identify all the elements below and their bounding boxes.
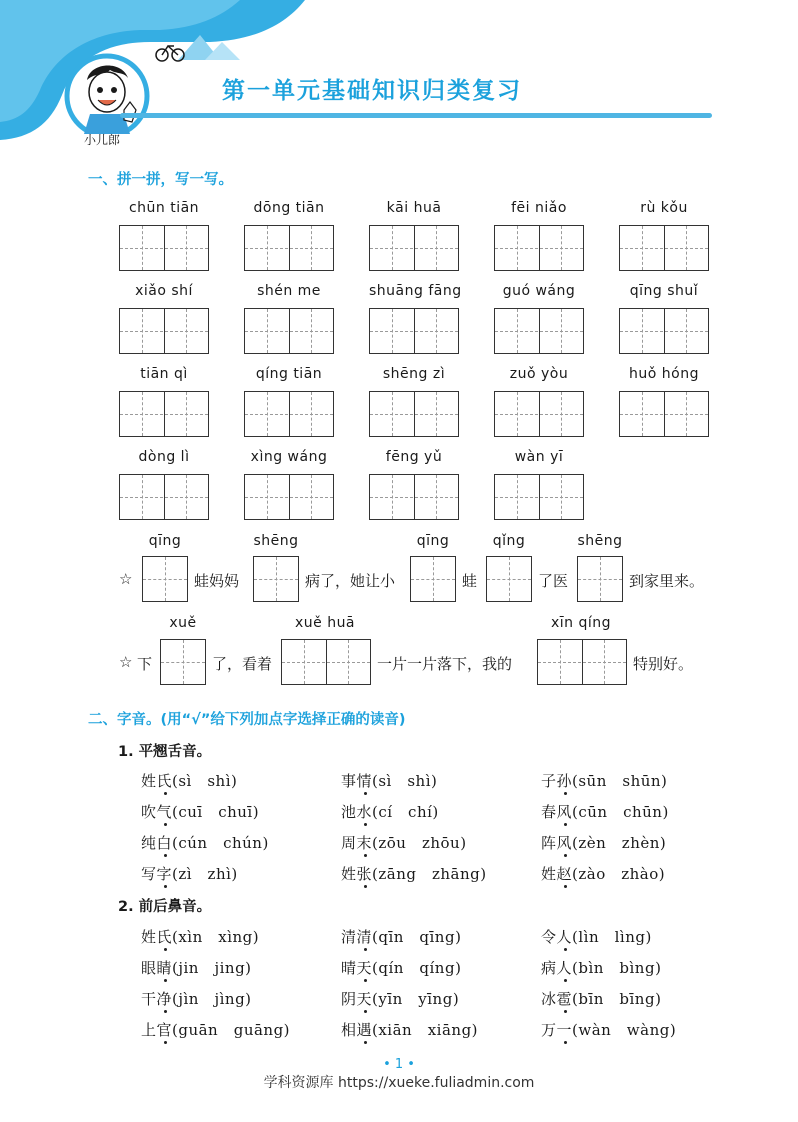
tianzige-box[interactable] — [244, 308, 334, 354]
pinyin-label: xìng wáng — [250, 449, 328, 465]
tianzige-box[interactable] — [494, 391, 584, 437]
answer-box[interactable] — [577, 556, 623, 602]
mascot-illustration — [52, 52, 162, 134]
emphasis-dot — [364, 823, 367, 826]
sentence1-pinyin-1: qīng — [148, 533, 182, 549]
sentence2-text-3: 一片一片落下，我的 — [377, 655, 513, 673]
tianzige-box[interactable] — [369, 225, 459, 271]
reading-choice[interactable]: 病人(bìn bìng) — [541, 959, 662, 977]
pinyin-label: xiǎo shí — [135, 283, 193, 299]
tianzige-box[interactable] — [244, 474, 334, 520]
sentence2-text-4: 特别好。 — [633, 655, 694, 673]
tianzige-box[interactable] — [619, 308, 709, 354]
pinyin-label: huǒ hóng — [629, 366, 699, 382]
pinyin-label: dòng lì — [138, 449, 190, 465]
emphasis-dot — [564, 885, 567, 888]
answer-box[interactable] — [142, 556, 188, 602]
star-icon: ☆ — [119, 653, 133, 671]
sentence1-pinyin-5: shēng — [577, 533, 623, 549]
sentence1-text-3: 蛙 — [462, 572, 478, 590]
emphasis-dot — [164, 1041, 167, 1044]
answer-box[interactable] — [410, 556, 456, 602]
tianzige-box[interactable] — [119, 474, 209, 520]
tianzige-box[interactable] — [119, 225, 209, 271]
reading-choice[interactable]: 冰雹(bīn bīng) — [541, 990, 662, 1008]
tianzige-box[interactable] — [494, 225, 584, 271]
reading-choice[interactable]: 子孙(sūn shūn) — [541, 772, 668, 790]
pinyin-label: shuāng fāng — [369, 283, 462, 299]
tianzige-box[interactable] — [119, 391, 209, 437]
sentence2-text-2: 了，看着 — [212, 655, 273, 673]
sentence2-pinyin-2: xuě huā — [294, 615, 356, 631]
answer-box[interactable] — [281, 639, 371, 685]
pinyin-label: qíng tiān — [255, 366, 323, 382]
reading-choice[interactable]: 春风(cūn chūn) — [541, 803, 669, 821]
emphasis-dot — [364, 854, 367, 857]
sub2-title: 2. 前后鼻音。 — [118, 899, 212, 915]
reading-choice[interactable]: 姓氏(sì shì) — [141, 772, 238, 790]
pinyin-label: shēng zì — [382, 366, 446, 382]
emphasis-dot — [364, 885, 367, 888]
emphasis-dot — [164, 948, 167, 951]
reading-choice[interactable]: 万一(wàn wàng) — [541, 1021, 677, 1039]
pinyin-label: qīng shuǐ — [629, 283, 699, 299]
reading-choice[interactable]: 上官(guān guāng) — [141, 1021, 291, 1039]
emphasis-dot — [364, 979, 367, 982]
reading-choice[interactable]: 姓张(zāng zhāng) — [341, 865, 487, 883]
sentence1-text-1: 蛙妈妈 — [194, 572, 240, 590]
emphasis-dot — [364, 792, 367, 795]
pinyin-label: guó wáng — [502, 283, 576, 299]
reading-choice[interactable]: 姓赵(zào zhào) — [541, 865, 666, 883]
pinyin-label: fēng yǔ — [385, 449, 443, 465]
tianzige-box[interactable] — [369, 308, 459, 354]
sentence2-pinyin-1: xuě — [169, 615, 197, 631]
sentence1-pinyin-2: shēng — [253, 533, 299, 549]
reading-choice[interactable]: 清清(qīn qīng) — [341, 928, 462, 946]
emphasis-dot — [564, 948, 567, 951]
sentence2-pinyin-3: xīn qíng — [550, 615, 612, 631]
pinyin-label: chūn tiān — [128, 200, 200, 216]
pinyin-label: shén me — [257, 283, 321, 299]
reading-choice[interactable]: 姓氏(xìn xìng) — [141, 928, 260, 946]
pinyin-label: fēi niǎo — [511, 200, 567, 216]
reading-choice[interactable]: 令人(lìn lìng) — [541, 928, 652, 946]
page-number: • 1 • — [383, 1057, 415, 1072]
emphasis-dot — [164, 823, 167, 826]
answer-box[interactable] — [486, 556, 532, 602]
emphasis-dot — [564, 979, 567, 982]
reading-choice[interactable]: 吹气(cuī chuī) — [141, 803, 260, 821]
reading-choice[interactable]: 写字(zì zhì) — [141, 865, 238, 883]
emphasis-dot — [564, 1041, 567, 1044]
emphasis-dot — [164, 854, 167, 857]
tianzige-box[interactable] — [244, 391, 334, 437]
emphasis-dot — [164, 885, 167, 888]
tianzige-box[interactable] — [494, 308, 584, 354]
star-icon: ☆ — [119, 570, 133, 588]
answer-box[interactable] — [253, 556, 299, 602]
reading-choice[interactable]: 事情(sì shì) — [341, 772, 438, 790]
emphasis-dot — [564, 1010, 567, 1013]
sentence1-text-5: 到家里来。 — [629, 572, 705, 590]
tianzige-box[interactable] — [244, 225, 334, 271]
emphasis-dot — [364, 1010, 367, 1013]
emphasis-dot — [164, 1010, 167, 1013]
tianzige-box[interactable] — [619, 391, 709, 437]
reading-choice[interactable]: 眼睛(jin jing) — [141, 959, 252, 977]
reading-choice[interactable]: 池水(cí chí) — [341, 803, 439, 821]
emphasis-dot — [364, 948, 367, 951]
sentence1-text-2: 病了，她让小 — [305, 572, 396, 590]
answer-box[interactable] — [537, 639, 627, 685]
pinyin-label: rù kǒu — [640, 200, 688, 216]
reading-choice[interactable]: 阴天(yīn yīng) — [341, 990, 460, 1008]
reading-choice[interactable]: 干净(jìn jìng) — [141, 990, 252, 1008]
section2-title: 二、字音。(用“√”给下列加点字选择正确的读音) — [88, 712, 406, 728]
sentence1-text-4: 了医 — [538, 572, 569, 590]
tianzige-box[interactable] — [119, 308, 209, 354]
pinyin-label: zuǒ yòu — [509, 366, 569, 382]
tianzige-box[interactable] — [619, 225, 709, 271]
tianzige-box[interactable] — [369, 474, 459, 520]
pinyin-label: wàn yī — [514, 449, 564, 465]
emphasis-dot — [564, 823, 567, 826]
mascot-label: 小儿郎 — [84, 133, 121, 147]
reading-choice[interactable]: 阵风(zèn zhèn) — [541, 834, 667, 852]
sub1-title: 1. 平翘舌音。 — [118, 744, 212, 760]
emphasis-dot — [564, 792, 567, 795]
section1-title: 一、拼一拼，写一写。 — [88, 172, 233, 188]
reading-choice[interactable]: 晴天(qín qíng) — [341, 959, 462, 977]
reading-choice[interactable]: 相遇(xiān xiāng) — [341, 1021, 479, 1039]
emphasis-dot — [164, 792, 167, 795]
title-underline — [120, 113, 712, 118]
reading-choice[interactable]: 周末(zōu zhōu) — [341, 834, 467, 852]
pinyin-label: tiān qì — [140, 366, 188, 382]
emphasis-dot — [364, 1041, 367, 1044]
reading-choice[interactable]: 纯白(cún chún) — [141, 834, 269, 852]
emphasis-dot — [564, 854, 567, 857]
emphasis-dot — [164, 979, 167, 982]
sentence1-pinyin-3: qīng — [416, 533, 450, 549]
answer-box[interactable] — [160, 639, 206, 685]
sentence1-pinyin-4: qǐng — [492, 533, 526, 549]
sentence2-text-1: 下 — [137, 655, 153, 673]
tianzige-box[interactable] — [369, 391, 459, 437]
pinyin-label: dōng tiān — [253, 200, 325, 216]
page-title: 第一单元基础知识归类复习 — [222, 78, 522, 104]
footer-source: 学科资源库 https://xueke.fuliadmin.com — [263, 1075, 535, 1091]
pinyin-label: kāi huā — [386, 200, 442, 216]
tianzige-box[interactable] — [494, 474, 584, 520]
